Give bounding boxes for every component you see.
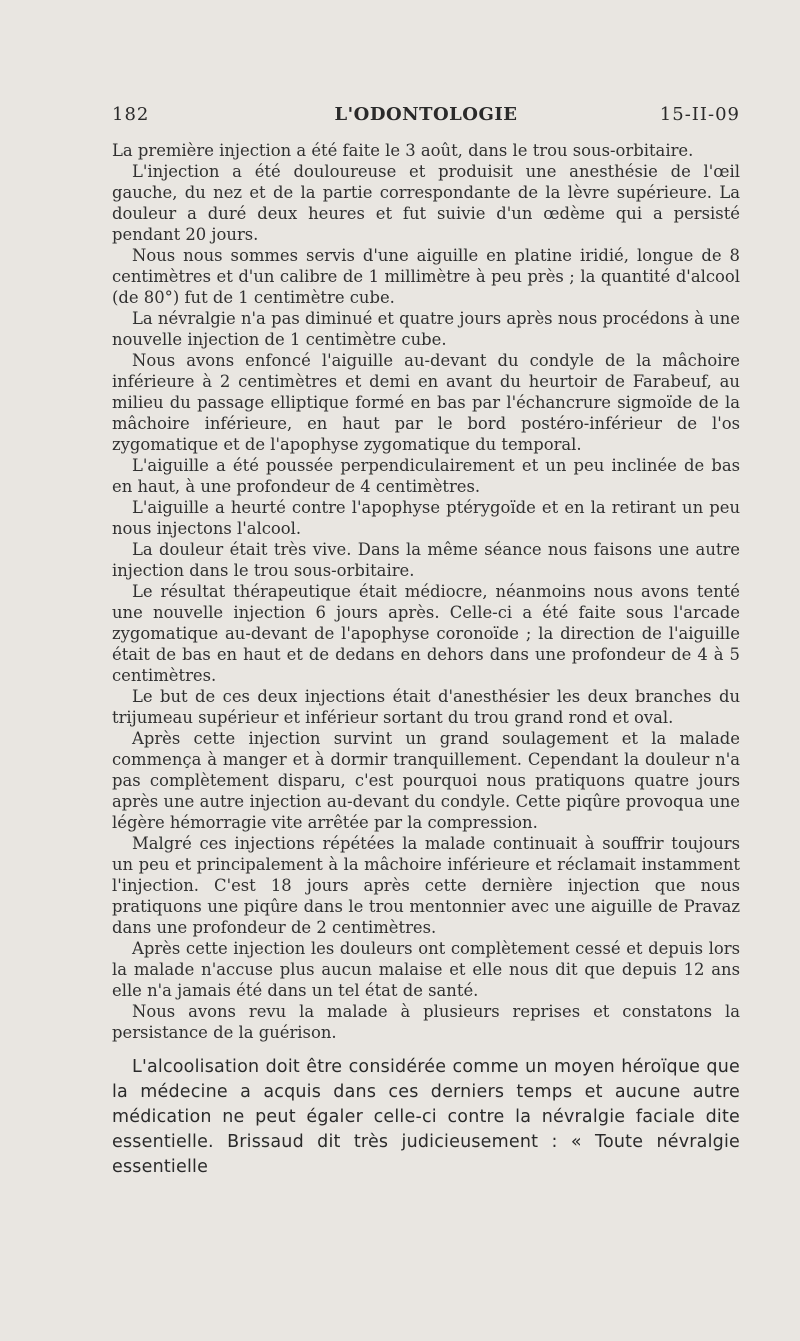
running-header [112,104,740,126]
paragraph: Nous avons enfoncé l'aiguille au-devant du condyle de la mâchoire inférieure à 2 centimètres et demi en avant du heurtoir de Farabeuf, au milieu du passage elliptique formé en bas par l'échancrure sigmoïde de la mâchoire inférieure, en haut par le bord postéro-inférieur de l'os zygomatique et de l'apophyse zygomatique du temporal. [112,351,740,454]
page-number: 182 [112,104,150,125]
paragraph: La névralgie n'a pas diminué et quatre jours après nous procédons à une nouvelle injection de 1 centimètre cube. [112,309,740,349]
paragraph: Le but de ces deux injections était d'anesthésier les deux branches du trijumeau supérieur et inférieur sortant du trou grand rond et oval. [112,687,740,727]
issue-date: 15-II-09 [659,104,740,125]
paragraph: Le résultat thérapeutique était médiocre, néanmoins nous avons tenté une nouvelle injection 6 jours après. Celle-ci a été faite sous l'arcade zygomatique au-devant de l'apophyse coronoïde ; la direction de l'aiguille était de bas en haut et de dedans en dehors dans une profondeur de 4 à 5 centimètres. [112,582,740,685]
paragraph: Après cette injection les douleurs ont complètement cessé et depuis lors la malade n'accuse plus aucun malaise et elle nous dit que depuis 12 ans elle n'a jamais été dans un tel état de santé. [112,939,740,1000]
article-body [112,140,740,1180]
paragraph: L'injection a été douloureuse et produisit une anesthésie de l'œil gauche, du nez et de la partie correspondante de la lèvre supérieure. La douleur a duré deux heures et fut suivie d'un œdème qui a persisté pendant 20 jours. [112,162,740,244]
paragraph: La douleur était très vive. Dans la même séance nous faisons une autre injection dans le trou sous-orbitaire. [112,540,740,580]
journal-title: L'ODONTOLOGIE [334,104,518,125]
paragraph: L'aiguille a été poussée perpendiculairement et un peu inclinée de bas en haut, à une profondeur de 4 centimètres. [112,456,740,496]
paragraph: Malgré ces injections répétées la malade continuait à souffrir toujours un peu et principalement à la mâchoire inférieure et réclamait instamment l'injection. C'est 18 jours après cette dernière injection que nous pratiquons une piqûre dans le trou mentonnier avec une aiguille de Pravaz dans une profondeur de 2 centimètres. [112,834,740,937]
paragraph: Nous avons revu la malade à plusieurs reprises et constatons la persistance de la guérison. [112,1002,740,1042]
paragraph: L'aiguille a heurté contre l'apophyse ptérygoïde et en la retirant un peu nous injectons l'alcool. [112,498,740,538]
conclusion-paragraph: L'alcoolisation doit être considérée comme un moyen héroïque que la médecine a acquis dans ces derniers temps et aucune autre médication ne peut égaler celle-ci contre la névralgie faciale dite essentielle. Brissaud dit très judicieusement : « Toute névralgie essentielle [112,1057,740,1177]
paragraph: La première injection a été faite le 3 août, dans le trou sous-orbitaire. [112,141,694,160]
paragraph: Nous nous sommes servis d'une aiguille en platine iridié, longue de 8 centimètres et d'un calibre de 1 millimètre à peu près ; la quantité d'alcool (de 80°) fut de 1 centimètre cube. [112,246,740,307]
paragraph: Après cette injection survint un grand soulagement et la malade commença à manger et à dormir tranquillement. Cependant la douleur n'a pas complètement disparu, c'est pourquoi nous pratiquons quatre jours après une autre injection au-devant du condyle. Cette piqûre provoqua une légère hémorragie vite arrêtée par la compression. [112,729,740,832]
